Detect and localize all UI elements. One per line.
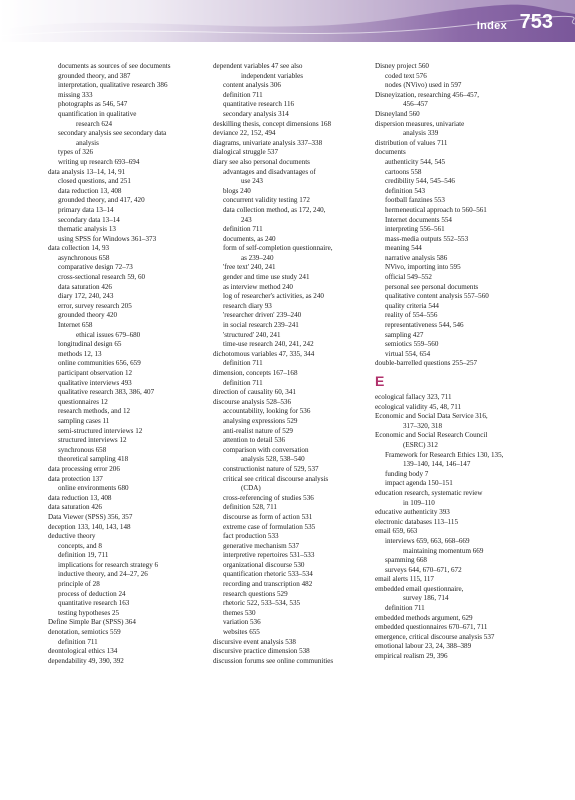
index-subentry: recording and transcription 482 — [223, 580, 313, 589]
index-section-letter: E — [375, 373, 385, 389]
index-subentry: impact agenda 150–151 — [385, 479, 453, 488]
section-label: Index — [476, 20, 507, 32]
index-subentry: quantification rhetoric 533–534 — [223, 570, 313, 579]
index-subentry: grounded theory, and 417, 420 — [58, 196, 145, 205]
index-entry: Disneyland 560 — [375, 109, 420, 118]
index-subentry: cross-sectional research 59, 60 — [58, 273, 146, 282]
index-subentry: organizational discourse 530 — [223, 560, 305, 569]
index-subentry: 'free text' 240, 241 — [223, 263, 276, 272]
index-subentry: ethical issues 679–680 — [76, 330, 141, 339]
index-entry: emergence, critical discourse analysis 537 — [375, 632, 495, 641]
index-entry: distribution of values 711 — [375, 138, 448, 147]
index-subentry: extreme case of formulation 535 — [223, 522, 316, 531]
index-subentry: photographs as 546, 547 — [58, 100, 128, 109]
index-subentry: independent variables — [241, 71, 304, 80]
index-subentry: rhetoric 522, 533–534, 535 — [223, 599, 301, 608]
index-subentry: comparison with conversation — [223, 445, 309, 454]
index-subentry: research questions 529 — [223, 589, 288, 598]
index-entry: double-barrelled questions 255–257 — [375, 359, 478, 368]
index-subentry: in 109–110 — [403, 498, 435, 507]
index-subentry: using SPSS for Windows 361–373 — [58, 234, 157, 243]
index-subentry: virtual 554, 654 — [385, 349, 431, 358]
index-entry: diagrams, univariate analysis 337–338 — [213, 138, 323, 147]
index-entry: electronic databases 113–115 — [375, 517, 458, 526]
index-subentry: synchronous 658 — [58, 445, 107, 454]
index-subentry: as interview method 240 — [223, 282, 293, 291]
index-subentry: mass-media outputs 552–553 — [385, 234, 469, 243]
index-column-2 — [213, 62, 373, 666]
index-entry: email 659, 663 — [375, 527, 418, 536]
index-entry: data processing error 206 — [48, 464, 120, 473]
index-subentry: blogs 240 — [223, 186, 251, 195]
index-subentry: definition 528, 711 — [223, 503, 277, 512]
index-subentry: 'researcher driven' 239–240 — [223, 311, 302, 320]
index-subentry: principle of 28 — [58, 580, 100, 589]
index-subentry: cross-referencing of studies 536 — [223, 493, 314, 502]
index-entry: ecological validity 45, 48, 711 — [375, 402, 462, 411]
index-subentry: secondary analysis see secondary data — [58, 129, 167, 138]
index-subentry: Framework for Research Ethics 130, 135, — [385, 450, 504, 459]
index-subentry: semi-structured interviews 12 — [58, 426, 143, 435]
index-subentry: testing hypotheses 25 — [58, 608, 120, 617]
index-subentry: Internet documents 554 — [385, 215, 452, 224]
index-entry: deontological ethics 134 — [48, 647, 118, 656]
index-subentry: personal see personal documents — [385, 282, 479, 291]
index-entry: discourse analysis 528–536 — [213, 397, 292, 406]
index-subentry: accountability, looking for 536 — [223, 407, 311, 416]
index-subentry: definition 711 — [58, 637, 98, 646]
index-entry: dialogical struggle 537 — [213, 148, 279, 157]
index-entry: dimension, concepts 167–168 — [213, 369, 298, 377]
page-header — [0, 0, 575, 42]
index-entry: emotional labour 23, 24, 388–389 — [375, 642, 472, 651]
index-subentry: interpretation, qualitative research 386 — [58, 81, 168, 90]
index-subentry: spamming 668 — [385, 556, 427, 565]
index-entry: educative authenticity 393 — [375, 508, 450, 517]
index-subentry: interviews 659, 663, 668–669 — [385, 536, 470, 545]
index-subentry: qualitative content analysis 557–560 — [385, 292, 489, 301]
index-subentry: definition 19, 711 — [58, 551, 109, 560]
index-column-3 — [375, 62, 550, 662]
index-subentry: error, survey research 205 — [58, 301, 132, 310]
index-subentry: coded text 576 — [385, 71, 427, 80]
index-entry: diary see also personal documents — [213, 157, 310, 166]
index-subentry: quality criteria 544 — [385, 301, 439, 310]
index-subentry: (ESRC) 312 — [403, 440, 438, 449]
index-entry: Disneyization, researching 456–457, — [375, 90, 480, 99]
index-subentry: hermeneutical approach to 560–561 — [385, 205, 487, 214]
index-subentry: data collection method, as 172, 240, — [223, 205, 326, 214]
index-subentry: themes 530 — [223, 608, 256, 617]
index-subentry: participant observation 12 — [58, 369, 133, 377]
index-subentry: data saturation 426 — [58, 282, 112, 291]
index-subentry: analysis 339 — [403, 129, 439, 138]
index-subentry: semiotics 559–560 — [385, 340, 439, 349]
index-subentry: reality of 554–556 — [385, 311, 438, 320]
index-columns — [48, 62, 548, 792]
index-subentry: maintaining momentum 669 — [403, 546, 484, 555]
index-subentry: methods 12, 13 — [58, 349, 102, 358]
index-subentry: grounded theory, and 387 — [58, 71, 131, 80]
index-entry: Economic and Social Research Council — [375, 431, 488, 440]
index-subentry: meaning 544 — [385, 244, 422, 253]
index-subentry: structured interviews 12 — [58, 436, 127, 445]
index-subentry: analysis — [76, 138, 99, 147]
index-subentry: gender and time use study 241 — [223, 273, 310, 282]
index-entry: Define Simple Bar (SPSS) 364 — [48, 618, 136, 627]
index-entry: data reduction 13, 408 — [48, 493, 112, 502]
index-subentry: as 239–240 — [241, 253, 274, 262]
index-subentry: thematic analysis 13 — [58, 225, 116, 234]
index-subentry: narrative analysis 586 — [385, 253, 448, 262]
index-subentry: inductive theory, and 24–27, 26 — [58, 570, 148, 579]
index-subentry: online environments 680 — [58, 484, 129, 493]
index-subentry: secondary analysis 314 — [223, 109, 289, 118]
index-subentry: (CDA) — [241, 484, 261, 493]
index-subentry: definition 711 — [223, 359, 263, 368]
index-entry: Economic and Social Data Service 316, — [375, 412, 488, 421]
index-entry: dependent variables 47 see also — [213, 62, 303, 70]
index-entry: deductive theory — [48, 532, 96, 541]
index-subentry: definition 543 — [385, 186, 425, 195]
index-subentry: research diary 93 — [223, 301, 272, 310]
index-entry: Data Viewer (SPSS) 356, 357 — [48, 512, 133, 521]
index-subentry: theoretical sampling 418 — [58, 455, 129, 464]
index-subentry: form of self-completion questionnaire, — [223, 244, 333, 253]
index-subentry: anti-realist nature of 529 — [223, 426, 293, 435]
index-entry: data saturation 426 — [48, 503, 102, 512]
index-subentry: definition 711 — [223, 378, 263, 387]
index-entry: discursive practice dimension 538 — [213, 647, 310, 656]
index-subentry: attention to detail 536 — [223, 436, 286, 445]
index-entry: data collection 14, 93 — [48, 244, 110, 253]
index-subentry: analysing expressions 529 — [223, 416, 298, 425]
index-subentry: 139–140, 144, 146–147 — [403, 460, 471, 469]
index-entry: data analysis 13–14, 14, 91 — [48, 167, 126, 176]
index-subentry: 456–457 — [403, 100, 428, 109]
index-subentry: use 243 — [241, 177, 263, 186]
index-entry: ecological fallacy 323, 711 — [375, 393, 452, 401]
index-subentry: generative mechanism 537 — [223, 541, 300, 550]
index-entry: discursive event analysis 538 — [213, 637, 296, 646]
index-entry: embedded questionnaires 670–671, 711 — [375, 623, 488, 632]
index-subentry: grounded theory 420 — [58, 311, 118, 320]
index-entry: dichotomous variables 47, 335, 344 — [213, 349, 315, 358]
index-subentry: quantitative research 116 — [223, 100, 295, 109]
index-subentry: definition 711 — [385, 604, 425, 613]
index-subentry: concurrent validity testing 172 — [223, 196, 310, 205]
index-subentry: primary data 13–14 — [58, 205, 114, 214]
index-subentry: analysis 528, 538–540 — [241, 455, 305, 464]
index-subentry: data reduction 13, 408 — [58, 186, 122, 195]
index-subentry: missing 333 — [58, 90, 93, 99]
index-subentry: process of deduction 24 — [58, 589, 126, 598]
index-subentry: questionnaires 12 — [58, 397, 108, 406]
index-subentry: representativeness 544, 546 — [385, 321, 464, 330]
index-subentry: constructionist nature of 529, 537 — [223, 464, 319, 473]
index-entry: data protection 137 — [48, 474, 103, 483]
index-entry: deskilling thesis, concept dimensions 168 — [213, 119, 332, 128]
index-subentry: documents as sources of see documents — [58, 62, 171, 70]
index-subentry: secondary data 13–14 — [58, 215, 120, 224]
index-subentry: research methods, and 12 — [58, 407, 131, 416]
index-entry: dependability 49, 390, 392 — [48, 656, 124, 665]
index-entry: Disney project 560 — [375, 62, 429, 70]
index-subentry: closed questions, and 251 — [58, 177, 131, 186]
index-subentry: discourse as form of action 531 — [223, 512, 313, 521]
index-subentry: advantages and disadvantages of — [223, 167, 316, 176]
index-subentry: 'structured' 240, 241 — [223, 330, 281, 339]
index-subentry: definition 711 — [223, 225, 263, 234]
index-entry: education research, systematic review — [375, 488, 483, 497]
index-subentry: survey 186, 714 — [403, 594, 449, 603]
index-subentry: asynchronous 658 — [58, 253, 110, 262]
index-subentry: comparative design 72–73 — [58, 263, 133, 272]
index-subentry: quantification in qualitative — [58, 109, 137, 118]
index-entry: direction of causality 60, 341 — [213, 388, 296, 397]
index-subentry: online communities 656, 659 — [58, 359, 141, 368]
index-subentry: football fanzines 553 — [385, 196, 445, 205]
index-subentry: interpreting 556–561 — [385, 225, 445, 234]
index-entry: documents — [375, 148, 406, 157]
index-subentry: sampling cases 11 — [58, 416, 110, 425]
index-entry: empirical realism 29, 396 — [375, 652, 448, 661]
index-subentry: qualitative research 383, 386, 407 — [58, 388, 155, 397]
index-subentry: time-use research 240, 241, 242 — [223, 340, 314, 349]
index-subentry: definition 711 — [223, 90, 263, 99]
index-entry: embedded email questionnaire, — [375, 584, 464, 593]
index-subentry: concepts, and 8 — [58, 541, 102, 550]
index-subentry: diary 172, 240, 243 — [58, 292, 114, 301]
index-subentry: log of researcher's activities, as 240 — [223, 292, 324, 301]
index-subentry: funding body 7 — [385, 469, 429, 478]
index-subentry: 317–320, 318 — [403, 421, 443, 430]
index-entry: dispersion measures, univariate — [375, 119, 465, 128]
index-subentry: official 549–552 — [385, 273, 432, 282]
index-entry: email alerts 115, 117 — [375, 575, 434, 584]
index-subentry: documents, as 240 — [223, 234, 276, 243]
index-subentry: fact production 533 — [223, 532, 279, 541]
index-subentry: research 624 — [76, 119, 113, 128]
index-subentry: sampling 427 — [385, 330, 424, 339]
index-subentry: cartoons 558 — [385, 167, 422, 176]
index-subentry: websites 655 — [223, 628, 260, 637]
index-subentry: NVivo, importing into 595 — [385, 263, 461, 272]
index-entry: embedded methods argument, 629 — [375, 613, 473, 622]
index-entry: deviance 22, 152, 494 — [213, 129, 276, 138]
index-subentry: implications for research strategy 6 — [58, 560, 159, 569]
index-entry: denotation, semiotics 559 — [48, 628, 121, 637]
index-subentry: content analysis 306 — [223, 81, 281, 90]
index-subentry: interpretive repertoires 531–533 — [223, 551, 315, 560]
index-subentry: longitudinal design 65 — [58, 340, 122, 349]
index-subentry: types of 326 — [58, 148, 94, 157]
index-subentry: surveys 644, 670–671, 672 — [385, 565, 462, 574]
index-subentry: Internet 658 — [58, 321, 93, 330]
index-subentry: variation 536 — [223, 618, 261, 627]
index-subentry: credibility 544, 545–546 — [385, 177, 455, 186]
index-subentry: writing up research 693–694 — [58, 157, 140, 166]
index-subentry: in social research 239–241 — [223, 321, 299, 330]
index-subentry: qualitative interviews 493 — [58, 378, 132, 387]
index-subentry: quantitative research 163 — [58, 599, 130, 608]
index-subentry: nodes (NVivo) used in 597 — [385, 81, 462, 90]
index-subentry: critical see critical discourse analysis — [223, 474, 329, 483]
index-entry: deception 133, 140, 143, 148 — [48, 522, 131, 531]
index-subentry: 243 — [241, 215, 252, 224]
page-number: 753 — [519, 11, 553, 33]
index-subentry: authenticity 544, 545 — [385, 157, 446, 166]
index-column-1 — [48, 62, 206, 666]
index-entry: discussion forums see online communities — [213, 656, 334, 665]
